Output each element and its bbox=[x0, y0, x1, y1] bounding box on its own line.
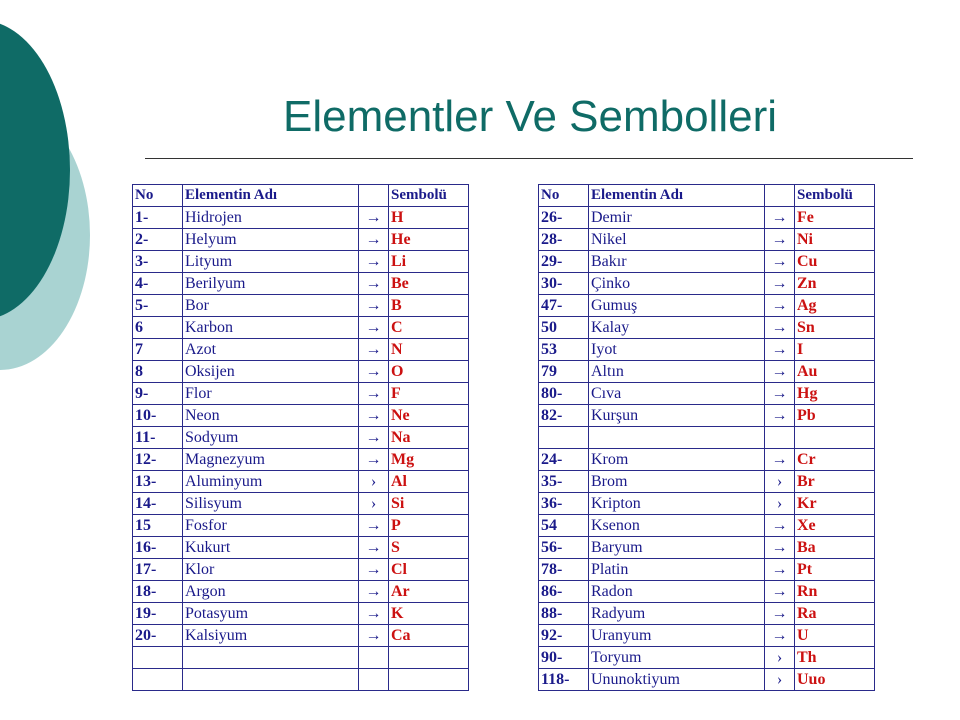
arrow-icon: → bbox=[765, 251, 795, 273]
table-row bbox=[539, 625, 875, 647]
arrow-icon: → bbox=[359, 559, 389, 581]
element-name: Altın bbox=[589, 361, 765, 383]
table-header-row bbox=[539, 185, 875, 207]
element-name: Azot bbox=[183, 339, 359, 361]
table-row bbox=[539, 251, 875, 273]
table-row bbox=[133, 317, 469, 339]
table-row bbox=[539, 515, 875, 537]
element-number: 5- bbox=[133, 295, 183, 317]
arrow-icon: → bbox=[765, 405, 795, 427]
element-symbol: B bbox=[389, 295, 469, 317]
table-row bbox=[539, 603, 875, 625]
element-symbol: F bbox=[389, 383, 469, 405]
element-name: Magnezyum bbox=[183, 449, 359, 471]
element-symbol: Si bbox=[389, 493, 469, 515]
table-row bbox=[539, 537, 875, 559]
table-row bbox=[133, 405, 469, 427]
element-name bbox=[183, 647, 359, 669]
element-number: 16- bbox=[133, 537, 183, 559]
table-row bbox=[133, 361, 469, 383]
element-symbol: Th bbox=[795, 647, 875, 669]
element-number: 50 bbox=[539, 317, 589, 339]
element-name: Bakır bbox=[589, 251, 765, 273]
element-number: 6 bbox=[133, 317, 183, 339]
element-symbol: Ne bbox=[389, 405, 469, 427]
element-number: 24- bbox=[539, 449, 589, 471]
element-symbol: O bbox=[389, 361, 469, 383]
element-number: 4- bbox=[133, 273, 183, 295]
element-number: 18- bbox=[133, 581, 183, 603]
element-number: 28- bbox=[539, 229, 589, 251]
table-row bbox=[133, 383, 469, 405]
header-arrow bbox=[359, 185, 389, 207]
table-row bbox=[133, 207, 469, 229]
element-name: Radon bbox=[589, 581, 765, 603]
table-row bbox=[133, 603, 469, 625]
table-row bbox=[539, 559, 875, 581]
arrow-icon: → bbox=[765, 383, 795, 405]
element-name: Aluminyum bbox=[183, 471, 359, 493]
table-row bbox=[133, 471, 469, 493]
table-row bbox=[539, 273, 875, 295]
arrow-icon: → bbox=[359, 229, 389, 251]
element-symbol: Ba bbox=[795, 537, 875, 559]
element-number: 1- bbox=[133, 207, 183, 229]
arrow-icon: → bbox=[765, 207, 795, 229]
element-name bbox=[589, 427, 765, 449]
element-name: Oksijen bbox=[183, 361, 359, 383]
header-element-name: Elementin Adı bbox=[183, 185, 359, 207]
element-number bbox=[133, 669, 183, 691]
table-row bbox=[539, 405, 875, 427]
arrow-icon: › bbox=[765, 493, 795, 515]
table-row bbox=[539, 669, 875, 691]
element-symbol: Pt bbox=[795, 559, 875, 581]
arrow-icon: → bbox=[359, 361, 389, 383]
table-header-row bbox=[133, 185, 469, 207]
table-row bbox=[133, 339, 469, 361]
arrow-icon: › bbox=[765, 647, 795, 669]
element-number bbox=[133, 647, 183, 669]
element-name: Cıva bbox=[589, 383, 765, 405]
element-number: 118- bbox=[539, 669, 589, 691]
element-number: 92- bbox=[539, 625, 589, 647]
element-name: Kalsiyum bbox=[183, 625, 359, 647]
arrow-icon: → bbox=[765, 361, 795, 383]
header-symbol: Sembolü bbox=[795, 185, 875, 207]
arrow-icon: → bbox=[359, 273, 389, 295]
element-symbol: P bbox=[389, 515, 469, 537]
arrow-icon: → bbox=[765, 449, 795, 471]
arrow-icon: → bbox=[359, 339, 389, 361]
element-symbol: K bbox=[389, 603, 469, 625]
element-number: 19- bbox=[133, 603, 183, 625]
element-symbol: Mg bbox=[389, 449, 469, 471]
arrow-icon: → bbox=[765, 273, 795, 295]
table-row bbox=[539, 383, 875, 405]
element-name: Iyot bbox=[589, 339, 765, 361]
table-row bbox=[133, 625, 469, 647]
element-name: Sodyum bbox=[183, 427, 359, 449]
element-number: 80- bbox=[539, 383, 589, 405]
arrow-icon: → bbox=[765, 537, 795, 559]
table-row bbox=[133, 647, 469, 669]
element-symbol: Li bbox=[389, 251, 469, 273]
table-row bbox=[539, 449, 875, 471]
element-name: Hidrojen bbox=[183, 207, 359, 229]
arrow-icon: → bbox=[765, 339, 795, 361]
element-symbol bbox=[795, 427, 875, 449]
element-name: Ununoktiyum bbox=[589, 669, 765, 691]
arrow-icon: → bbox=[359, 625, 389, 647]
table-row bbox=[133, 669, 469, 691]
element-name: Helyum bbox=[183, 229, 359, 251]
slide-title: Elementler Ve Sembolleri bbox=[282, 92, 777, 141]
element-symbol bbox=[389, 669, 469, 691]
element-name: Karbon bbox=[183, 317, 359, 339]
table-row bbox=[133, 493, 469, 515]
arrow-icon: › bbox=[765, 471, 795, 493]
element-number: 13- bbox=[133, 471, 183, 493]
element-name: Kurşun bbox=[589, 405, 765, 427]
element-number: 36- bbox=[539, 493, 589, 515]
element-number: 17- bbox=[133, 559, 183, 581]
element-symbol: U bbox=[795, 625, 875, 647]
element-number: 12- bbox=[133, 449, 183, 471]
table-row bbox=[539, 317, 875, 339]
element-symbol: S bbox=[389, 537, 469, 559]
table-row bbox=[133, 273, 469, 295]
element-name: Krom bbox=[589, 449, 765, 471]
element-name: Baryum bbox=[589, 537, 765, 559]
arrow-icon: → bbox=[359, 581, 389, 603]
arrow-icon bbox=[359, 669, 389, 691]
element-number: 15 bbox=[133, 515, 183, 537]
element-symbol bbox=[389, 647, 469, 669]
element-name: Ksenon bbox=[589, 515, 765, 537]
arrow-icon: › bbox=[359, 493, 389, 515]
element-number: 7 bbox=[133, 339, 183, 361]
arrow-icon: → bbox=[359, 251, 389, 273]
title-divider bbox=[145, 158, 913, 159]
element-symbol: He bbox=[389, 229, 469, 251]
arrow-icon bbox=[765, 427, 795, 449]
arrow-icon: → bbox=[359, 427, 389, 449]
arrow-icon: → bbox=[359, 603, 389, 625]
table-row bbox=[133, 449, 469, 471]
element-name: Çinko bbox=[589, 273, 765, 295]
table-row bbox=[133, 537, 469, 559]
element-name: Lityum bbox=[183, 251, 359, 273]
element-number: 56- bbox=[539, 537, 589, 559]
element-name bbox=[183, 669, 359, 691]
table-row bbox=[539, 471, 875, 493]
element-symbol: N bbox=[389, 339, 469, 361]
arrow-icon: → bbox=[359, 295, 389, 317]
element-name: Neon bbox=[183, 405, 359, 427]
element-number: 20- bbox=[133, 625, 183, 647]
element-number: 3- bbox=[133, 251, 183, 273]
elements-table-left bbox=[132, 184, 469, 691]
arrow-icon: → bbox=[359, 383, 389, 405]
element-name: Fosfor bbox=[183, 515, 359, 537]
element-symbol: Ni bbox=[795, 229, 875, 251]
element-number: 10- bbox=[133, 405, 183, 427]
arrow-icon: → bbox=[765, 229, 795, 251]
element-name: Brom bbox=[589, 471, 765, 493]
elements-table-right bbox=[538, 184, 875, 691]
element-name: Kalay bbox=[589, 317, 765, 339]
table-row bbox=[539, 493, 875, 515]
element-symbol: Cl bbox=[389, 559, 469, 581]
element-symbol: Ar bbox=[389, 581, 469, 603]
header-no: No bbox=[133, 185, 183, 207]
arrow-icon: → bbox=[765, 581, 795, 603]
arrow-icon: → bbox=[765, 603, 795, 625]
element-symbol: Sn bbox=[795, 317, 875, 339]
arrow-icon: → bbox=[359, 317, 389, 339]
arrow-icon: → bbox=[359, 207, 389, 229]
element-symbol: Cr bbox=[795, 449, 875, 471]
element-name: Klor bbox=[183, 559, 359, 581]
arrow-icon: → bbox=[359, 515, 389, 537]
table-row bbox=[539, 361, 875, 383]
element-number: 82- bbox=[539, 405, 589, 427]
element-symbol: Ra bbox=[795, 603, 875, 625]
table-row bbox=[539, 207, 875, 229]
element-name: Toryum bbox=[589, 647, 765, 669]
element-name: Gumuş bbox=[589, 295, 765, 317]
element-number: 29- bbox=[539, 251, 589, 273]
table-row bbox=[133, 581, 469, 603]
table-row bbox=[133, 515, 469, 537]
element-number: 53 bbox=[539, 339, 589, 361]
element-name: Potasyum bbox=[183, 603, 359, 625]
arrow-icon: → bbox=[765, 559, 795, 581]
element-number: 90- bbox=[539, 647, 589, 669]
element-symbol: Be bbox=[389, 273, 469, 295]
element-number: 54 bbox=[539, 515, 589, 537]
arrow-icon: → bbox=[765, 317, 795, 339]
element-number: 79 bbox=[539, 361, 589, 383]
element-symbol: Al bbox=[389, 471, 469, 493]
element-number: 30- bbox=[539, 273, 589, 295]
element-symbol: Hg bbox=[795, 383, 875, 405]
element-number: 8 bbox=[133, 361, 183, 383]
element-symbol: Br bbox=[795, 471, 875, 493]
element-name: Nikel bbox=[589, 229, 765, 251]
header-element-name: Elementin Adı bbox=[589, 185, 765, 207]
table-row bbox=[133, 251, 469, 273]
element-symbol: Uuo bbox=[795, 669, 875, 691]
element-symbol: I bbox=[795, 339, 875, 361]
table-row bbox=[539, 427, 875, 449]
arrow-icon bbox=[359, 647, 389, 669]
element-name: Platin bbox=[589, 559, 765, 581]
table-row bbox=[133, 229, 469, 251]
element-name: Argon bbox=[183, 581, 359, 603]
element-name: Silisyum bbox=[183, 493, 359, 515]
arrow-icon: › bbox=[359, 471, 389, 493]
element-number: 26- bbox=[539, 207, 589, 229]
table-row bbox=[133, 295, 469, 317]
header-no: No bbox=[539, 185, 589, 207]
table-row bbox=[539, 647, 875, 669]
element-number: 88- bbox=[539, 603, 589, 625]
arrow-icon: → bbox=[359, 537, 389, 559]
element-name: Kripton bbox=[589, 493, 765, 515]
element-symbol: Fe bbox=[795, 207, 875, 229]
header-arrow bbox=[765, 185, 795, 207]
element-symbol: Ca bbox=[389, 625, 469, 647]
element-symbol: Ag bbox=[795, 295, 875, 317]
element-name: Uranyum bbox=[589, 625, 765, 647]
element-symbol: Rn bbox=[795, 581, 875, 603]
element-number: 2- bbox=[133, 229, 183, 251]
element-symbol: Pb bbox=[795, 405, 875, 427]
table-row bbox=[539, 295, 875, 317]
table-row bbox=[539, 339, 875, 361]
element-symbol: Cu bbox=[795, 251, 875, 273]
header-symbol: Sembolü bbox=[389, 185, 469, 207]
element-name: Berilyum bbox=[183, 273, 359, 295]
table-row bbox=[539, 229, 875, 251]
table-row bbox=[539, 581, 875, 603]
element-name: Demir bbox=[589, 207, 765, 229]
element-symbol: Zn bbox=[795, 273, 875, 295]
element-symbol: Xe bbox=[795, 515, 875, 537]
arrow-icon: → bbox=[765, 625, 795, 647]
arrow-icon: → bbox=[765, 515, 795, 537]
table-row bbox=[133, 427, 469, 449]
element-number: 14- bbox=[133, 493, 183, 515]
element-number: 35- bbox=[539, 471, 589, 493]
element-number: 47- bbox=[539, 295, 589, 317]
element-symbol: Au bbox=[795, 361, 875, 383]
element-name: Bor bbox=[183, 295, 359, 317]
arrow-icon: → bbox=[359, 449, 389, 471]
element-number: 9- bbox=[133, 383, 183, 405]
element-symbol: H bbox=[389, 207, 469, 229]
element-name: Kukurt bbox=[183, 537, 359, 559]
element-symbol: Kr bbox=[795, 493, 875, 515]
element-number: 78- bbox=[539, 559, 589, 581]
element-number: 86- bbox=[539, 581, 589, 603]
element-symbol: Na bbox=[389, 427, 469, 449]
arrow-icon: → bbox=[765, 295, 795, 317]
element-name: Flor bbox=[183, 383, 359, 405]
arrow-icon: › bbox=[765, 669, 795, 691]
table-row bbox=[133, 559, 469, 581]
element-number: 11- bbox=[133, 427, 183, 449]
element-number bbox=[539, 427, 589, 449]
arrow-icon: → bbox=[359, 405, 389, 427]
element-name: Radyum bbox=[589, 603, 765, 625]
element-symbol: C bbox=[389, 317, 469, 339]
